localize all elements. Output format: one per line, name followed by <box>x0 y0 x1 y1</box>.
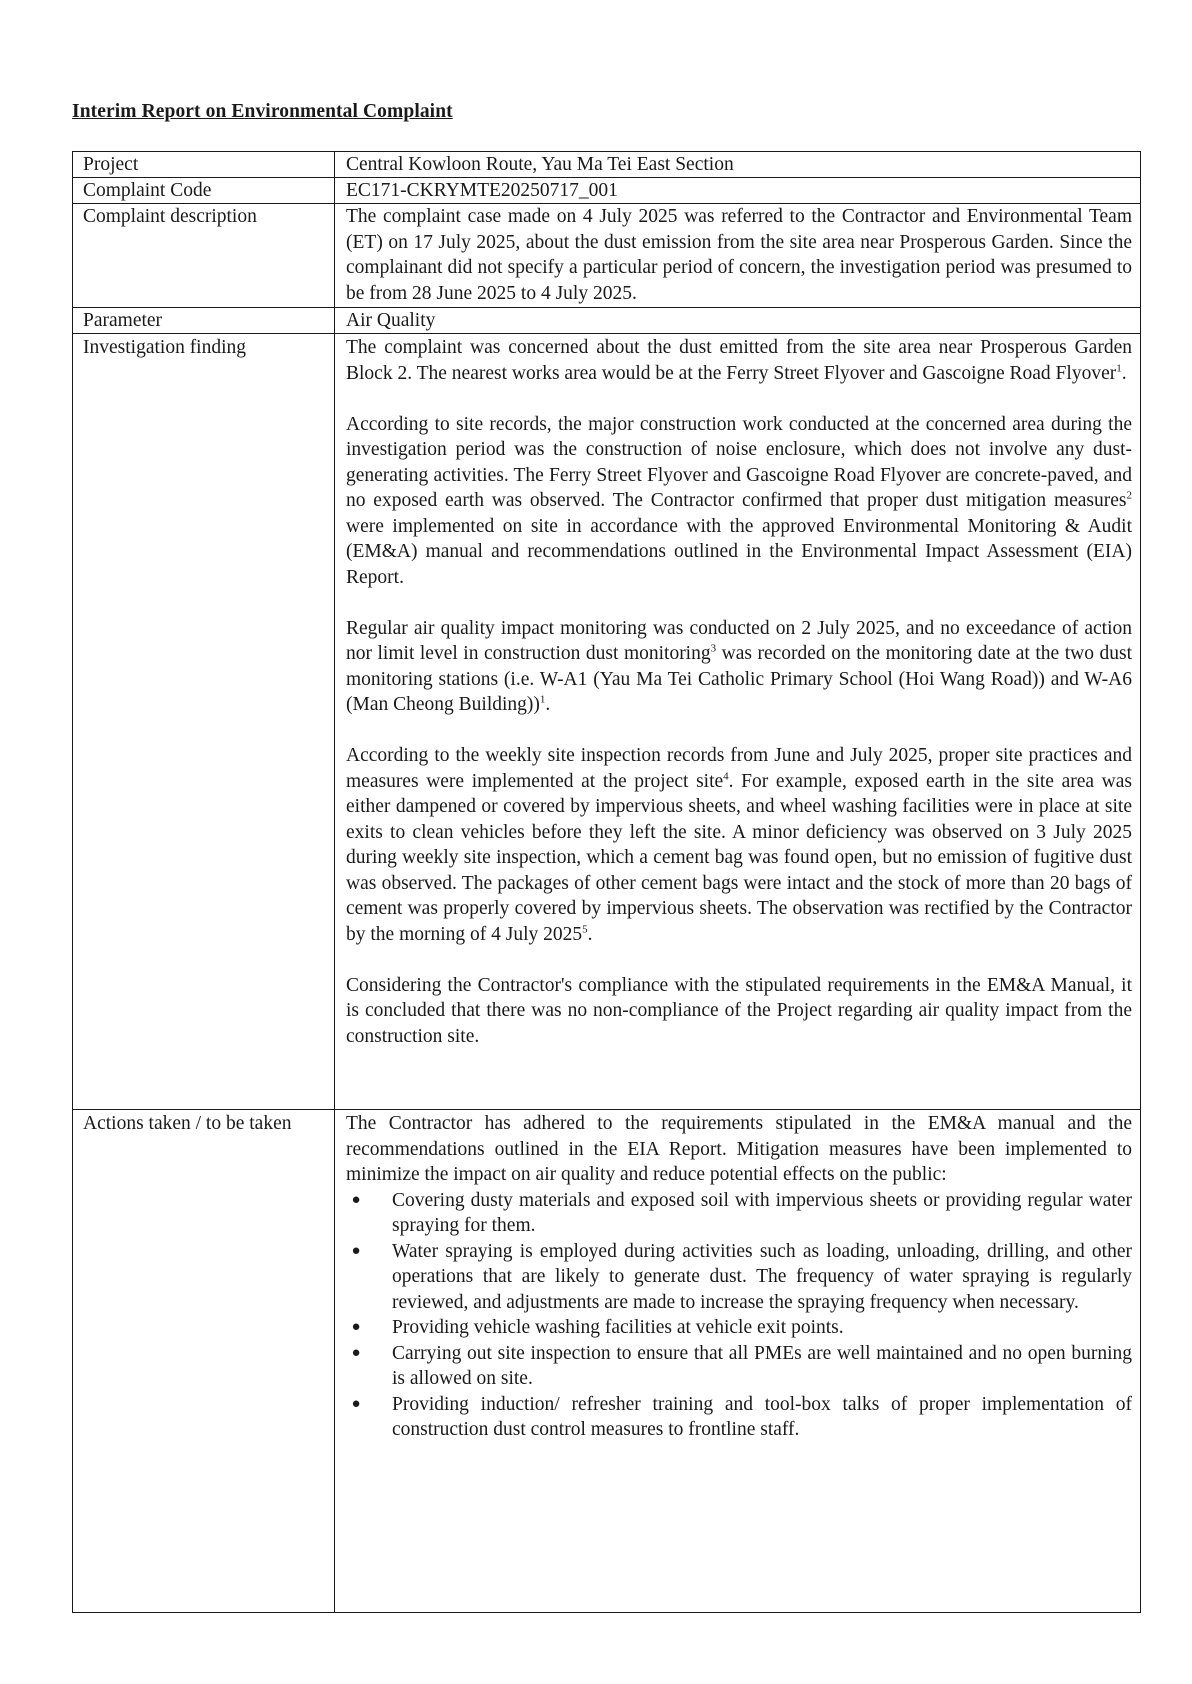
finding-p3-text-b: was recorded on the monitoring date at the two dust monitoring stations (i.e. W-A1 (Yau Ma Tei Catholic Primary School (Hoi Wang Road)) and W-A6 (Man Cheong Building)) <box>346 643 1132 715</box>
investigation-finding-label: Investigation finding <box>73 334 335 1110</box>
finding-p1-text: The complaint was concerned about the dust emitted from the site area near Prosperous Garden Block 2. The nearest works area would be at the Ferry Street Flyover and Gascoigne Road Flyover <box>346 337 1132 384</box>
finding-paragraph-5: Considering the Contractor's compliance with the stipulated requirements in the EM&A Manual, it is concluded that there was no non-compliance of the Project regarding air quality impact from the construction site. <box>346 974 1132 1047</box>
project-value: Central Kowloon Route, Yau Ma Tei East Section <box>335 152 1140 178</box>
finding-p4-end: . <box>587 923 593 945</box>
footnote-ref: 1 <box>539 693 546 706</box>
page-title: Interim Report on Environmental Complaint <box>72 101 453 122</box>
finding-p1-end: . <box>1121 362 1127 384</box>
complaint-description-text: The complaint case made on 4 July 2025 was referred to the Contractor and Environmental Team (ET) on 17 July 2025, about the dust emission from the site area near Prosperous Garden. Since the complainant did not specify a particular period of concern, the investigation period was presumed to be from 28 June 2025 to 4 July 2025. <box>346 206 1132 304</box>
finding-p3-text-a: Regular air quality impact monitoring was conducted on 2 July 2025, and no exceedance of action nor limit level in construction dust monitoring <box>346 617 1132 664</box>
parameter-value: Air Quality <box>335 308 1140 334</box>
list-item <box>346 1392 1132 1443</box>
investigation-finding-value <box>335 334 1140 1110</box>
complaint-code-value: EC171-CKRYMTE20250717_001 <box>335 178 1140 204</box>
actions-label: Actions taken / to be taken <box>73 1110 335 1612</box>
finding-p3-end: . <box>545 694 551 715</box>
list-item-text: Covering dusty materials and exposed soil with impervious sheets or providing regular water spraying for them. <box>392 1189 1132 1236</box>
finding-paragraph-2 <box>346 412 1132 591</box>
finding-p2-text-b: were implemented on site in accordance with the approved Environmental Monitoring & Audit (EM&A) manual and recommendations outlined in the Environmental Impact Assessment (EIA) Report. <box>346 515 1132 588</box>
bullet-icon: ● <box>351 1191 361 1208</box>
footnote-ref: 2 <box>1126 489 1132 502</box>
list-item-text: Providing vehicle washing facilities at vehicle exit points. <box>392 1317 844 1338</box>
actions-value <box>335 1110 1140 1612</box>
complaint-table <box>72 151 1141 1613</box>
actions-list <box>346 1188 1132 1443</box>
list-item-text: Carrying out site inspection to ensure that all PMEs are well maintained and no open burning is allowed on site. <box>392 1342 1132 1389</box>
bullet-icon: ● <box>351 1319 361 1335</box>
complaint-code-label: Complaint Code <box>73 178 335 204</box>
list-item-text: Providing induction/ refresher training and tool-box talks of proper implementation of construction dust control measures to frontline staff. <box>392 1393 1132 1440</box>
list-item <box>346 1239 1132 1316</box>
footnote-ref: 1 <box>1116 362 1122 374</box>
actions-intro: The Contractor has adhered to the requirements stipulated in the EM&A manual and the recommendations outlined in the EIA Report. Mitigation measures have been implemented to minimize the impact on air quality and reduce potential effects on the public: <box>346 1113 1132 1185</box>
finding-paragraph-3 <box>346 616 1132 718</box>
complaint-description-label: Complaint description <box>73 204 335 308</box>
project-label: Project <box>73 152 335 178</box>
complaint-description-value <box>335 204 1140 308</box>
list-item <box>346 1315 1132 1341</box>
bullet-icon: ● <box>351 1344 361 1361</box>
list-item <box>346 1341 1132 1392</box>
footnote-ref: 3 <box>710 642 717 655</box>
list-item <box>346 1188 1132 1239</box>
finding-p4-text-a: According to the weekly site inspection records from June and July 2025, proper site practices and measures were implemented at the project site <box>346 745 1132 792</box>
list-item-text: Water spraying is employed during activities such as loading, unloading, drilling, and other operations that are likely to generate dust. The frequency of water spraying is regularly reviewed, and adjustments are made to increase the spraying frequency when necessary. <box>392 1240 1132 1313</box>
parameter-label: Parameter <box>73 308 335 334</box>
finding-paragraph-1 <box>346 335 1132 386</box>
footnote-ref: 4 <box>723 770 729 782</box>
footnote-ref: 5 <box>582 923 588 935</box>
finding-paragraph-4 <box>346 743 1132 947</box>
bullet-icon: ● <box>351 1242 361 1259</box>
bullet-icon: ● <box>351 1395 361 1412</box>
finding-p4-text-b: . For example, exposed earth in the site area was either dampened or covered by impervious sheets, and wheel washing facilities were in place at site exits to clean vehicles before they left the site. A minor deficiency was observed on 3 July 2025 during weekly site inspection, which a cement bag was found open, but no emission of fugitive dust was observed. The packages of other cement bags were intact and the stock of more than 20 bags of cement was properly covered by impervious sheets. The observation was rectified by the Contractor by the morning of 4 July 2025 <box>346 770 1132 945</box>
finding-p2-text-a: According to site records, the major construction work conducted at the concerned area during the investigation period was the construction of noise enclosure, which does not involve any dust-generating activities. The Ferry Street Flyover and Gascoigne Road Flyover are concrete-paved, and no exposed earth was observed. The Contractor confirmed that proper dust mitigation measures <box>346 413 1132 511</box>
